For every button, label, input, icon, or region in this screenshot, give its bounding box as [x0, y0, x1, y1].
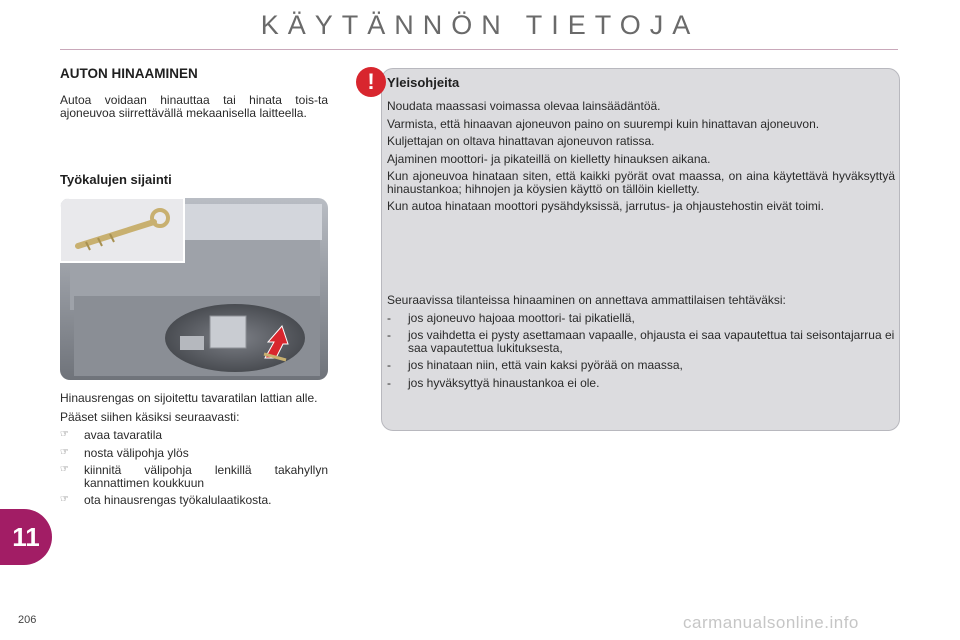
page-header-title: KÄYTÄNNÖN TIETOJA [260, 10, 700, 40]
access-instructions [60, 392, 328, 512]
guideline-paragraph: Ajaminen moottori- ja pikateillä on kielletty hinauksen aikana. [387, 151, 711, 166]
page-number: 206 [18, 614, 37, 626]
trunk-photo [60, 198, 328, 380]
guideline-paragraph: Varmista, että hinaavan ajoneuvon paino on suurempi kuin hinattavan ajoneuvon. [387, 116, 820, 131]
tools-location-heading: Työkalujen sijainti [60, 172, 172, 187]
box-title: Yleisohjeita [387, 75, 460, 90]
guideline-paragraph: Kun autoa hinataan moottori pysähdyksissä, jarrutus- ja ohjaustehostin eivät toimi. [387, 199, 824, 213]
pointing-hand-icon: ☞ [60, 446, 69, 458]
pointing-hand-icon: ☞ [60, 464, 69, 475]
list-item: ☞ nosta välipohja ylös [60, 445, 189, 460]
guideline-paragraph: Kuljettajan on oltava hinattavan ajoneuvon ratissa. [387, 134, 655, 148]
list-item: - jos hinataan niin, että vain kaksi pyörää on maassa, [387, 358, 683, 372]
list-item: ☞ ota hinausrengas työkalulaatikosta. [60, 493, 272, 507]
professional-lead-text: Seuraavissa tilanteissa hinaaminen on annettava ammattilaisen tehtäväksi: [387, 293, 786, 307]
list-item: - jos vaihdetta ei pysty asettamaan vapaalle, ohjausta ei saa vapautettua tai seisontajarrua ei saa vapautettua lukituksesta, [387, 328, 895, 355]
tow-ring-location-text: Hinausrengas on sijoitettu tavaratilan lattian alle. [60, 391, 318, 405]
chapter-tab: 11 [0, 509, 52, 565]
pointing-hand-icon: ☞ [60, 494, 69, 505]
section-heading: AUTON HINAAMINEN [60, 66, 198, 81]
guideline-paragraph: Noudata maassasi voimassa olevaa lainsäädäntöä. [387, 99, 661, 113]
access-steps-list [60, 429, 328, 507]
towing-section [60, 66, 328, 119]
trunk-illustration [60, 198, 328, 380]
intro-text: Autoa voidaan hinauttaa tai hinata tois-ta ajoneuvoa siirrettävällä mekaanisella laitteella. [60, 93, 328, 120]
professional-towing-section [387, 294, 895, 394]
list-item: - jos hyväksyttyä hinaustankoa ei ole. [387, 375, 600, 390]
guidelines-text [387, 100, 895, 218]
guideline-paragraph: Kun ajoneuvoa hinataan siten, että kaikki pyörät ovat maassa, on aina käytettävä hyväksyttyä hinaustankoa; hihnojen ja köysien käyttö on tällöin kielletty. [387, 169, 895, 196]
watermark: carmanualsonline.info [683, 613, 859, 632]
professional-cases-list [387, 312, 895, 390]
list-item: ☞ avaa tavaratila [60, 428, 163, 442]
header-divider [60, 49, 898, 50]
list-item: - jos ajoneuvo hajoaa moottori- tai pikatiellä, [387, 310, 635, 325]
exclamation-icon: ! [356, 67, 386, 97]
pointing-hand-icon: ☞ [60, 429, 69, 440]
list-item: ☞ kiinnitä välipohja lenkillä takahyllyn kannattimen koukkuun [60, 463, 328, 490]
access-lead-text: Pääset siihen käsiksi seuraavasti: [60, 409, 240, 424]
